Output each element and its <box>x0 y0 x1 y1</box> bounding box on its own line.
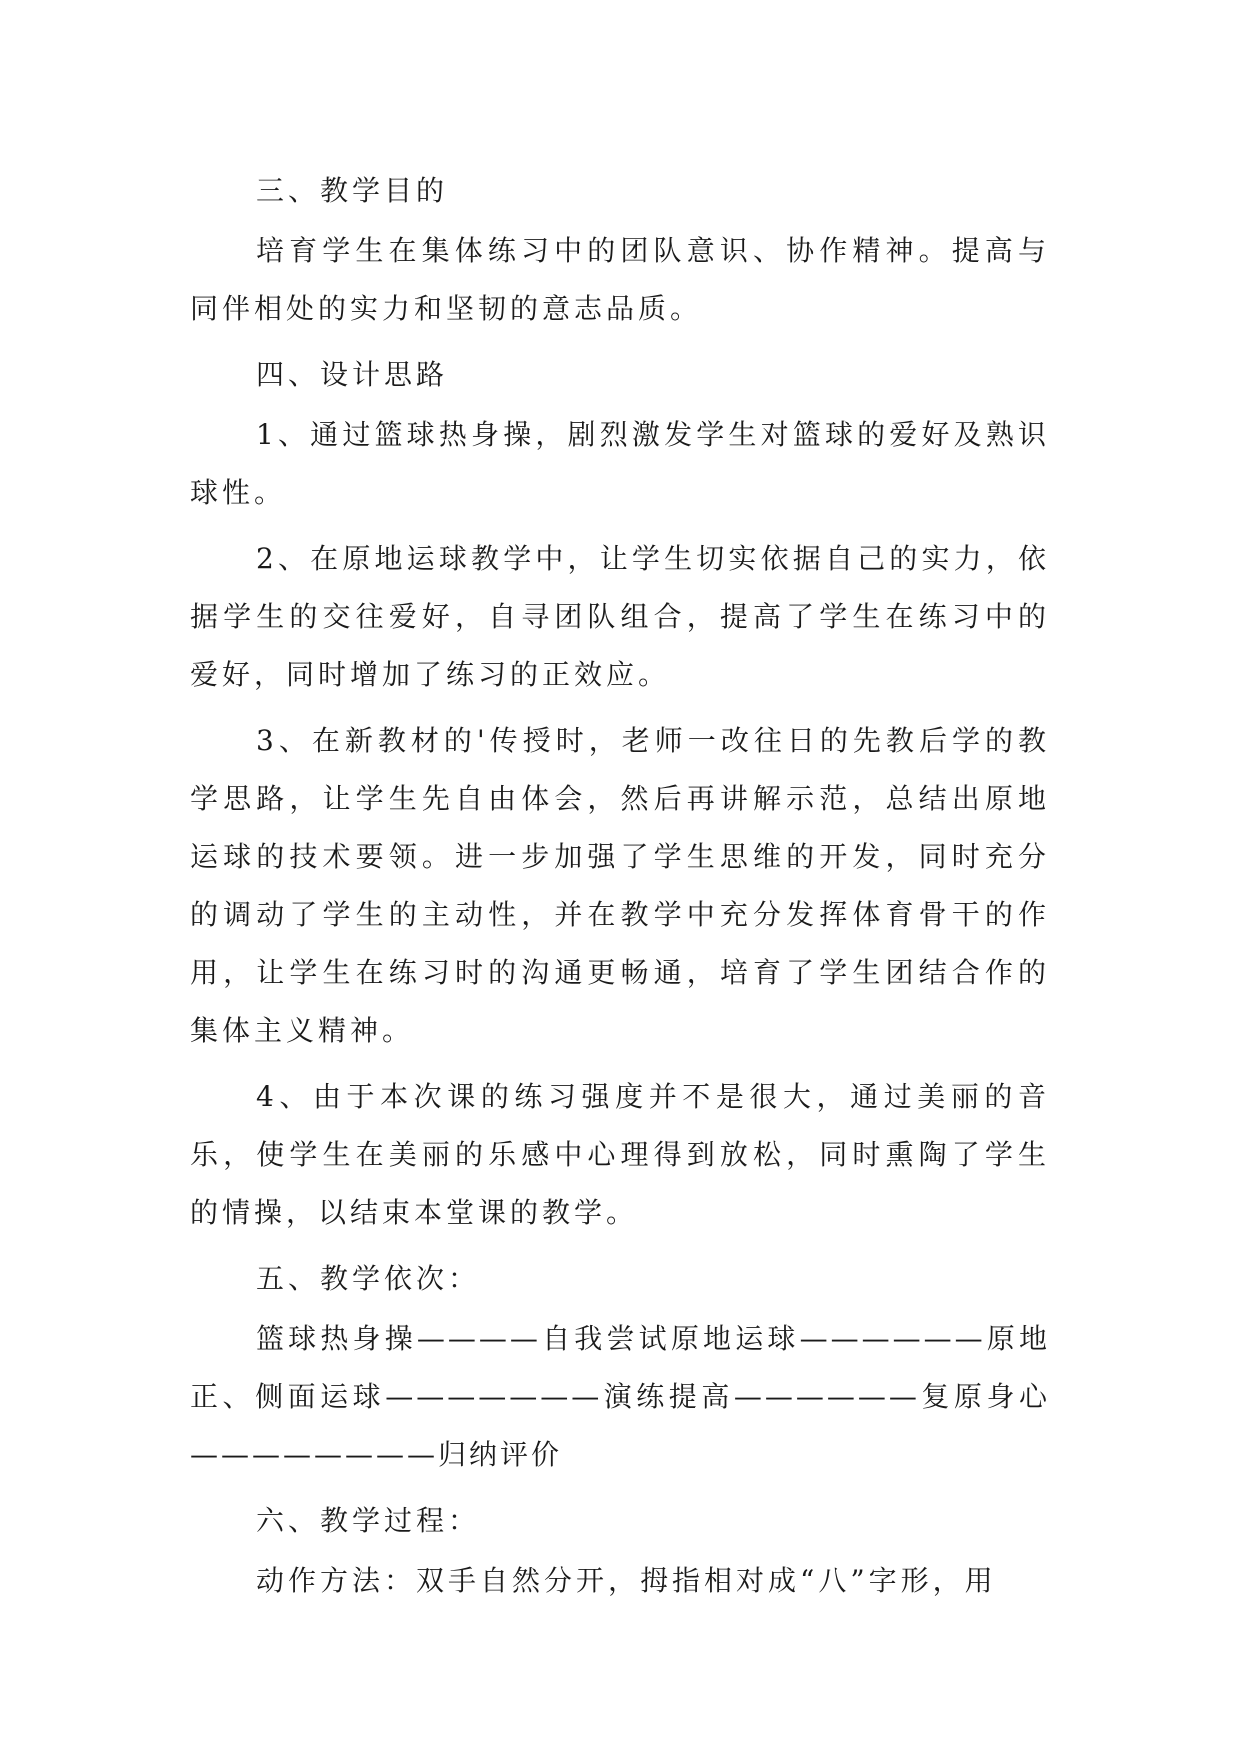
paragraph-design-3: 3、在新教材的'传授时，老师一改往日的先教后学的教学思路，让学生先自由体会，然后再讲解示范，总结出原地运球的技术要领。进一步加强了学生思维的开发，同时充分的调动了学生的主动性，并在教学中充分发挥体育骨干的作用，让学生在练习时的沟通更畅通，培育了学生团结合作的集体主义精神。 <box>190 724 1050 1047</box>
paragraph-design-1: 1、通过篮球热身操，剧烈激发学生对篮球的爱好及熟识球性。 <box>190 418 1050 509</box>
section-heading-teaching-objectives: 三、教学目的 <box>256 174 449 207</box>
paragraph-objectives: 培育学生在集体练习中的团队意识、协作精神。提高与同伴相处的实力和坚韧的意志品质。 <box>190 234 1050 325</box>
paragraph-sequence-flow: 篮球热身操————自我尝试原地运球——————原地正、侧面运球———————演练提高——————复原身心————————归纳评价 <box>190 1322 1050 1471</box>
paragraph-action-method: 动作方法：双手自然分开，拇指相对成“八”字形，用 <box>256 1564 997 1597</box>
document-body <box>190 162 1050 1618</box>
paragraph-design-2: 2、在原地运球教学中，让学生切实依据自己的实力，依据学生的交往爱好，自寻团队组合，提高了学生在练习中的爱好，同时增加了练习的正效应。 <box>190 542 1050 691</box>
section-heading-teaching-sequence: 五、教学依次： <box>256 1262 481 1295</box>
section-heading-teaching-process: 六、教学过程： <box>256 1504 481 1537</box>
section-heading-design-ideas: 四、设计思路 <box>256 358 449 391</box>
paragraph-design-4: 4、由于本次课的练习强度并不是很大，通过美丽的音乐，使学生在美丽的乐感中心理得到放松，同时熏陶了学生的情操，以结束本堂课的教学。 <box>190 1080 1050 1229</box>
